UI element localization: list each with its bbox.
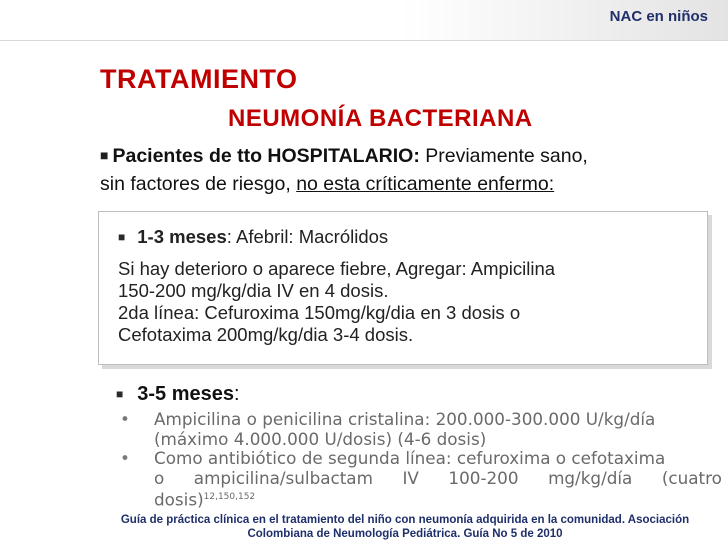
excerpt-word: ampicilina/sulbactam [193, 467, 373, 488]
age2-bold: 3-5 meses [137, 383, 234, 405]
box-age-rest: : Afebril: Macrólidos [226, 226, 389, 247]
square-bullet-icon: ■ [116, 387, 124, 401]
slide-tag: NAC en niños [609, 8, 708, 25]
bullet-dot-icon: • [120, 409, 130, 429]
excerpt-line: Como antibiótico de segunda línea: cefuroxima o cefotaxima [154, 448, 666, 468]
age2-rest: : [234, 383, 240, 405]
intro-line2-plain: sin factores de riesgo, [100, 173, 297, 195]
citation-superscript: 12,150,152 [203, 492, 256, 502]
footer-line: Guía de práctica clínica en el tratamiento del niño con neumonía adquirida en la comunidad. Asociación [120, 514, 690, 526]
intro-rest: Previamente sano, [419, 145, 588, 167]
excerpt-word: 100-200 [448, 467, 519, 488]
box-paragraph [118, 258, 698, 346]
excerpt-word: (cuatro [661, 467, 722, 488]
scanned-excerpt [116, 410, 722, 510]
square-bullet-icon: ■ [118, 230, 126, 244]
excerpt-line: (máximo 4.000.000 U/dosis) (4-6 dosis) [154, 428, 487, 449]
excerpt-item [116, 449, 722, 510]
excerpt-word: o [154, 467, 165, 488]
top-band-divider [0, 40, 728, 41]
excerpt-line: Ampicilina o penicilina cristalina: 200.000-300.000 U/kg/día [154, 409, 656, 429]
intro-line2-underlined: no esta críticamente enfermo: [296, 173, 555, 195]
box-line: Si hay deterioro o aparece fiebre, Agregar: Ampicilina [118, 258, 556, 279]
box-line: 150-200 mg/kg/dia IV en 4 dosis. [118, 280, 389, 301]
excerpt-word: IV [402, 467, 419, 488]
box-age-bold: 1-3 meses [137, 226, 227, 247]
slide-subtitle: NEUMONÍA BACTERIANA [228, 105, 533, 132]
box-line: Cefotaxima 200mg/kg/dia 3-4 dosis. [118, 324, 414, 345]
intro-bold: Pacientes de tto HOSPITALARIO: [112, 145, 420, 167]
square-bullet-icon: ■ [100, 147, 109, 163]
excerpt-text: dosis) [154, 489, 204, 510]
age-3-5-line [116, 383, 240, 406]
box-line: 2da línea: Cefuroxima 150mg/kg/dia en 3 dosis o [118, 302, 521, 323]
box-age-line [118, 226, 388, 248]
intro-paragraph [100, 143, 722, 198]
excerpt-item [116, 410, 722, 449]
footer-citation [92, 513, 718, 541]
excerpt-justified-line [154, 469, 722, 489]
excerpt-word: mg/kg/día [548, 467, 633, 488]
excerpt-line [154, 488, 722, 510]
footer-line: Colombiana de Neumología Pediátrica. Guía No 5 de 2010 [247, 528, 563, 540]
bullet-dot-icon: • [120, 448, 130, 468]
slide-title: TRATAMIENTO [100, 64, 298, 94]
